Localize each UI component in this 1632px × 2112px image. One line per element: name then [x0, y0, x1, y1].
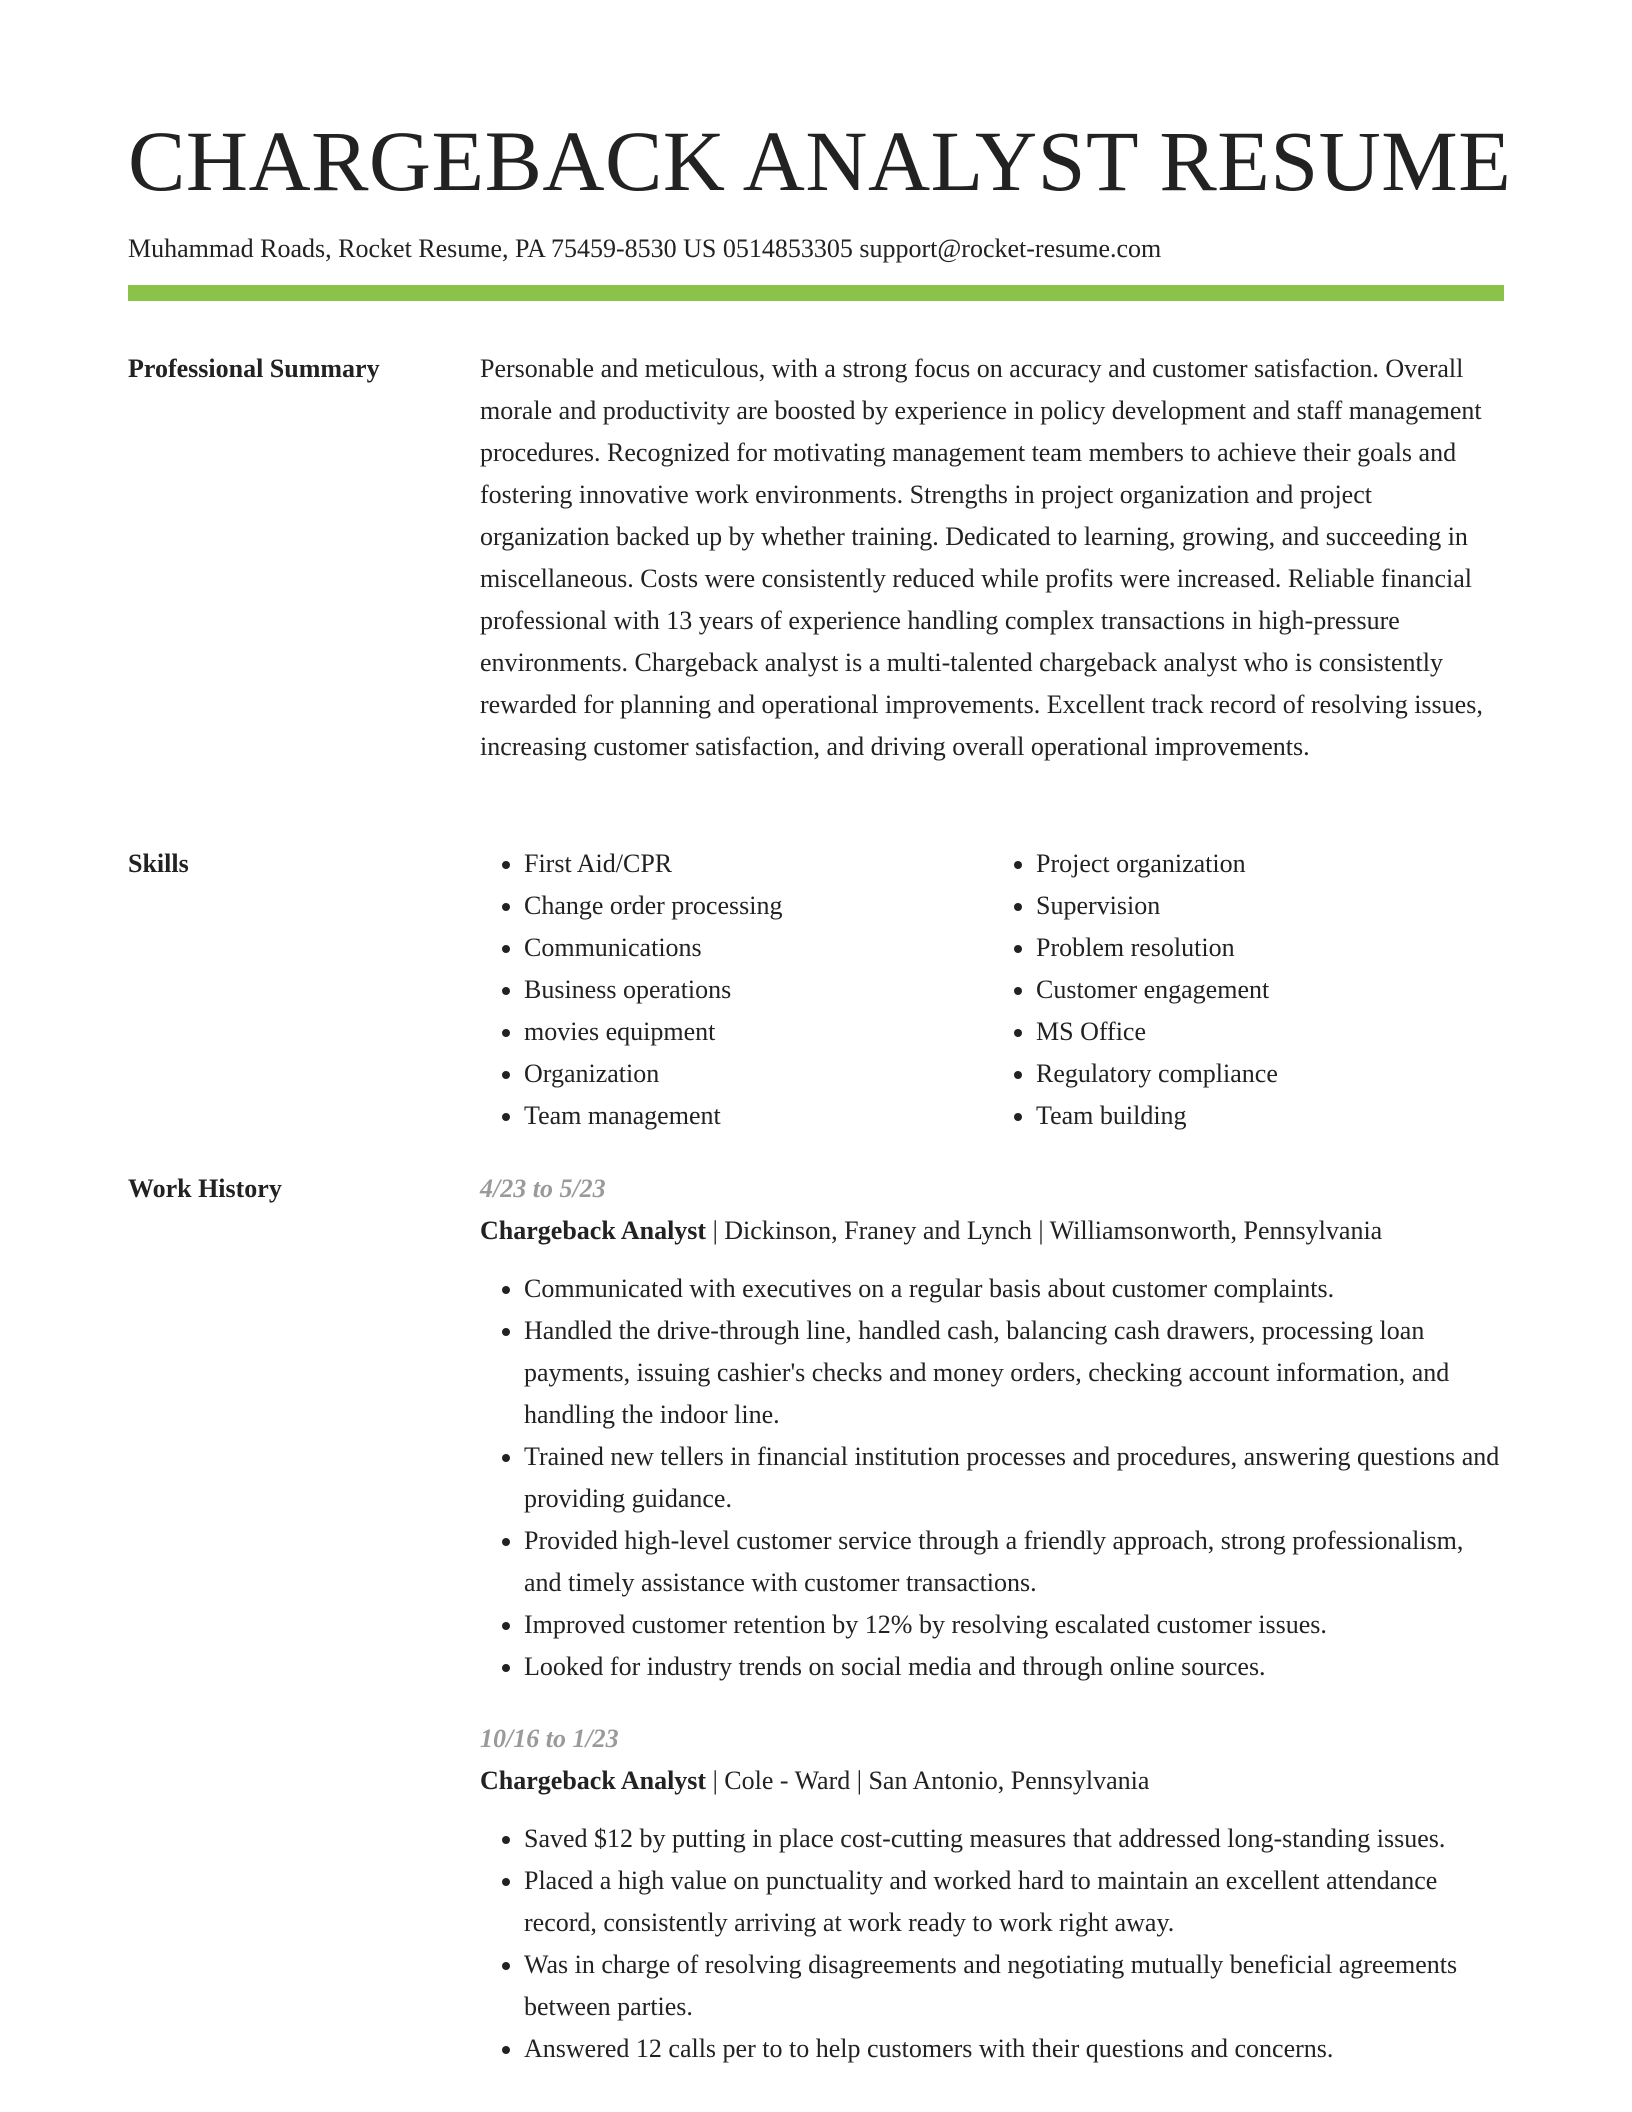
job-bullet-list — [480, 1268, 1504, 1688]
job-title: Chargeback Analyst — [480, 1216, 707, 1245]
job-entry — [480, 1168, 1504, 1688]
job-bullet: • Looked for industry trends on social media and through online sources. — [524, 1646, 1504, 1688]
job-bullet: • Trained new tellers in financial institution processes and procedures, answering questions and providing guidance. — [524, 1436, 1504, 1520]
job-bullet: • Placed a high value on punctuality and worked hard to maintain an excellent attendance record, consistently arriving at work ready to work right away. — [524, 1860, 1504, 1944]
job-bullet: • Saved $12 by putting in place cost-cutting measures that addressed long-standing issues. — [524, 1818, 1504, 1860]
skill-item: • Communications — [524, 927, 992, 969]
skill-item: • Team management — [524, 1095, 992, 1137]
skill-item: • Business operations — [524, 969, 992, 1011]
resume-title: CHARGEBACK ANALYST RESUME — [128, 113, 1512, 209]
job-bullet-list — [480, 1818, 1504, 2070]
summary-body — [480, 348, 1504, 768]
skill-item: • Regulatory compliance — [1036, 1053, 1504, 1095]
job-employer-location: | Cole - Ward | San Antonio, Pennsylvania — [706, 1766, 1150, 1795]
work-history-body — [480, 1168, 1504, 2070]
job-dates: 10/16 to 1/23 — [480, 1724, 619, 1753]
skill-item: • MS Office — [1036, 1011, 1504, 1053]
skill-item: • Supervision — [1036, 885, 1504, 927]
skills-list-right — [992, 843, 1504, 1137]
job-entry — [480, 1718, 1504, 2070]
skills-columns — [480, 843, 1504, 1137]
skill-item: • Customer engagement — [1036, 969, 1504, 1011]
skills-body — [480, 843, 1504, 1137]
work-history-heading: Work History — [128, 1174, 282, 1203]
job-bullet: • Was in charge of resolving disagreements and negotiating mutually beneficial agreements between parties. — [524, 1944, 1504, 2028]
summary-text: Personable and meticulous, with a strong focus on accuracy and customer satisfaction. Overall morale and productivity are boosted by experience in policy development and staff management procedures. Recognized for motivating management team members to achieve their goals and fostering innovative work environments. Strengths in project organization and project organization backed up by whether training. Dedicated to learning, growing, and succeeding in miscellaneous. Costs were consistently reduced while profits were increased. Reliable financial professional with 13 years of experience handling complex transactions in high-pressure environments. Chargeback analyst is a multi-talented chargeback analyst who is consistently rewarded for planning and operational improvements. Excellent track record of resolving issues, increasing customer satisfaction, and driving overall operational improvements. — [480, 354, 1483, 761]
job-heading — [480, 1210, 1504, 1252]
job-heading — [480, 1760, 1504, 1802]
job-title: Chargeback Analyst — [480, 1766, 707, 1795]
skill-item: • Problem resolution — [1036, 927, 1504, 969]
job-bullet: • Answered 12 calls per to to help customers with their questions and concerns. — [524, 2028, 1504, 2070]
job-bullet: • Handled the drive-through line, handled cash, balancing cash drawers, processing loan payments, issuing cashier's checks and money orders, checking account information, and handling the indoor line. — [524, 1310, 1504, 1436]
summary-heading: Professional Summary — [128, 354, 380, 383]
skill-item: • Project organization — [1036, 843, 1504, 885]
job-bullet: • Provided high-level customer service through a friendly approach, strong professionalism, and timely assistance with customer transactions. — [524, 1520, 1504, 1604]
job-bullet: • Communicated with executives on a regular basis about customer complaints. — [524, 1268, 1504, 1310]
header-divider — [128, 285, 1504, 301]
skill-item: • Organization — [524, 1053, 992, 1095]
job-dates: 4/23 to 5/23 — [480, 1174, 606, 1203]
skill-item: • Change order processing — [524, 885, 992, 927]
contact-line: Muhammad Roads, Rocket Resume, PA 75459-8530 US 0514853305 support@rocket-resume.com — [128, 234, 1162, 263]
skills-heading: Skills — [128, 849, 189, 878]
skill-item: • First Aid/CPR — [524, 843, 992, 885]
skills-list-left — [480, 843, 992, 1137]
skill-item: • movies equipment — [524, 1011, 992, 1053]
job-employer-location: | Dickinson, Franey and Lynch | Williamsonworth, Pennsylvania — [706, 1216, 1383, 1245]
skill-item: • Team building — [1036, 1095, 1504, 1137]
job-bullet: • Improved customer retention by 12% by resolving escalated customer issues. — [524, 1604, 1504, 1646]
